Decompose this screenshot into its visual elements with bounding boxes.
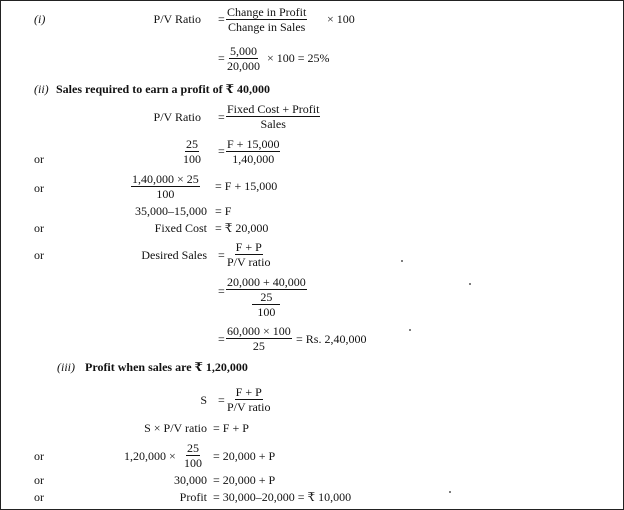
fraction-25-100 <box>182 137 202 166</box>
fraction-140000x25-100 <box>131 172 200 201</box>
or-label: or <box>34 449 44 463</box>
equals-sign: = <box>218 51 225 65</box>
fraction-change-profit-sales <box>226 5 307 34</box>
part-iii-heading: Profit when sales are ₹ 1,20,000 <box>85 360 248 374</box>
compound-fraction <box>226 275 307 319</box>
part-iii-marker: (iii) <box>57 360 75 374</box>
equation-right: = F <box>215 204 232 218</box>
inner-numerator: 25 <box>252 290 280 305</box>
or-label: or <box>34 181 44 195</box>
equation-right: = F + P <box>213 421 249 435</box>
denominator: Sales <box>260 117 286 131</box>
profit-label: Profit <box>179 490 207 504</box>
numerator: 5,000 <box>230 44 257 58</box>
numerator: 25 <box>187 441 199 455</box>
equation-right: = 20,000 + P <box>213 449 276 463</box>
fraction-60000x100-25 <box>226 324 292 353</box>
part-ii-heading: Sales required to earn a profit of ₹ 40,000 <box>56 82 271 96</box>
or-label: or <box>34 152 44 166</box>
equals-sign: = <box>218 332 225 346</box>
or-label: or <box>34 221 44 235</box>
numerator: 20,000 + 40,000 <box>227 275 306 289</box>
desired-sales-label: Desired Sales <box>141 248 207 262</box>
equals-sign: = <box>218 144 225 158</box>
equation-right: = 20,000 + P <box>213 473 276 487</box>
numerator: 25 <box>186 137 198 151</box>
pv-ratio-label: P/V Ratio <box>153 110 201 124</box>
fixed-cost-label: Fixed Cost <box>154 221 207 235</box>
denominator: P/V ratio <box>227 255 271 269</box>
inner-denominator: 100 <box>257 305 276 319</box>
numerator: F + 15,000 <box>227 137 280 151</box>
scan-speck <box>449 491 451 493</box>
equation-right: = F + 15,000 <box>215 179 278 193</box>
denominator: 1,40,000 <box>232 152 275 166</box>
result-text: × 100 = 25% <box>267 51 330 65</box>
equation-right: = 30,000–20,000 = ₹ 10,000 <box>213 490 352 504</box>
fraction-f-15000-140000 <box>226 137 280 166</box>
equals-sign: = <box>218 248 225 262</box>
fraction-fp-pv-ratio <box>226 385 271 414</box>
pv-ratio-label: P/V Ratio <box>153 12 201 26</box>
equals-sign: = <box>218 393 225 407</box>
equation-left: 30,000 <box>174 473 207 487</box>
denominator: 20,000 <box>227 59 260 73</box>
equals-sign: = <box>218 12 225 26</box>
numerator: F + P <box>235 385 262 399</box>
denominator: P/V ratio <box>227 400 271 414</box>
fraction-25-100 <box>183 441 203 470</box>
numerator: 1,40,000 × 25 <box>132 172 199 186</box>
numerator: Fixed Cost + Profit <box>227 102 320 116</box>
fraction-5000-20000 <box>226 44 261 73</box>
multiply-text: × 100 <box>327 12 355 26</box>
equals-sign: = <box>218 110 225 124</box>
denominator: 25 <box>252 339 265 353</box>
part-ii-marker: (ii) <box>34 82 49 96</box>
denominator: 100 <box>184 456 202 470</box>
fraction-fp-pv-ratio <box>226 240 271 269</box>
scan-speck <box>401 260 403 262</box>
part-i-marker: (i) <box>34 12 46 26</box>
fraction-fixed-cost-profit-sales <box>226 102 320 131</box>
result-text: = Rs. 2,40,000 <box>296 332 367 346</box>
equation-right: = ₹ 20,000 <box>215 221 269 235</box>
equation-left: 35,000–15,000 <box>135 204 207 218</box>
numerator: 60,000 × 100 <box>227 324 291 338</box>
numerator: F + P <box>235 240 262 254</box>
equals-sign: = <box>218 284 225 298</box>
numerator: Change in Profit <box>227 5 307 19</box>
denominator: 100 <box>156 187 175 201</box>
denominator: 100 <box>183 152 201 166</box>
or-label: or <box>34 248 44 262</box>
denominator: Change in Sales <box>228 20 306 34</box>
or-label: or <box>34 473 44 487</box>
scan-speck <box>469 283 471 285</box>
or-label: or <box>34 490 44 504</box>
scan-speck <box>409 329 411 331</box>
equation-left: S × P/V ratio <box>144 421 207 435</box>
equation-left: 1,20,000 × <box>124 449 176 463</box>
s-label: S <box>200 393 207 407</box>
